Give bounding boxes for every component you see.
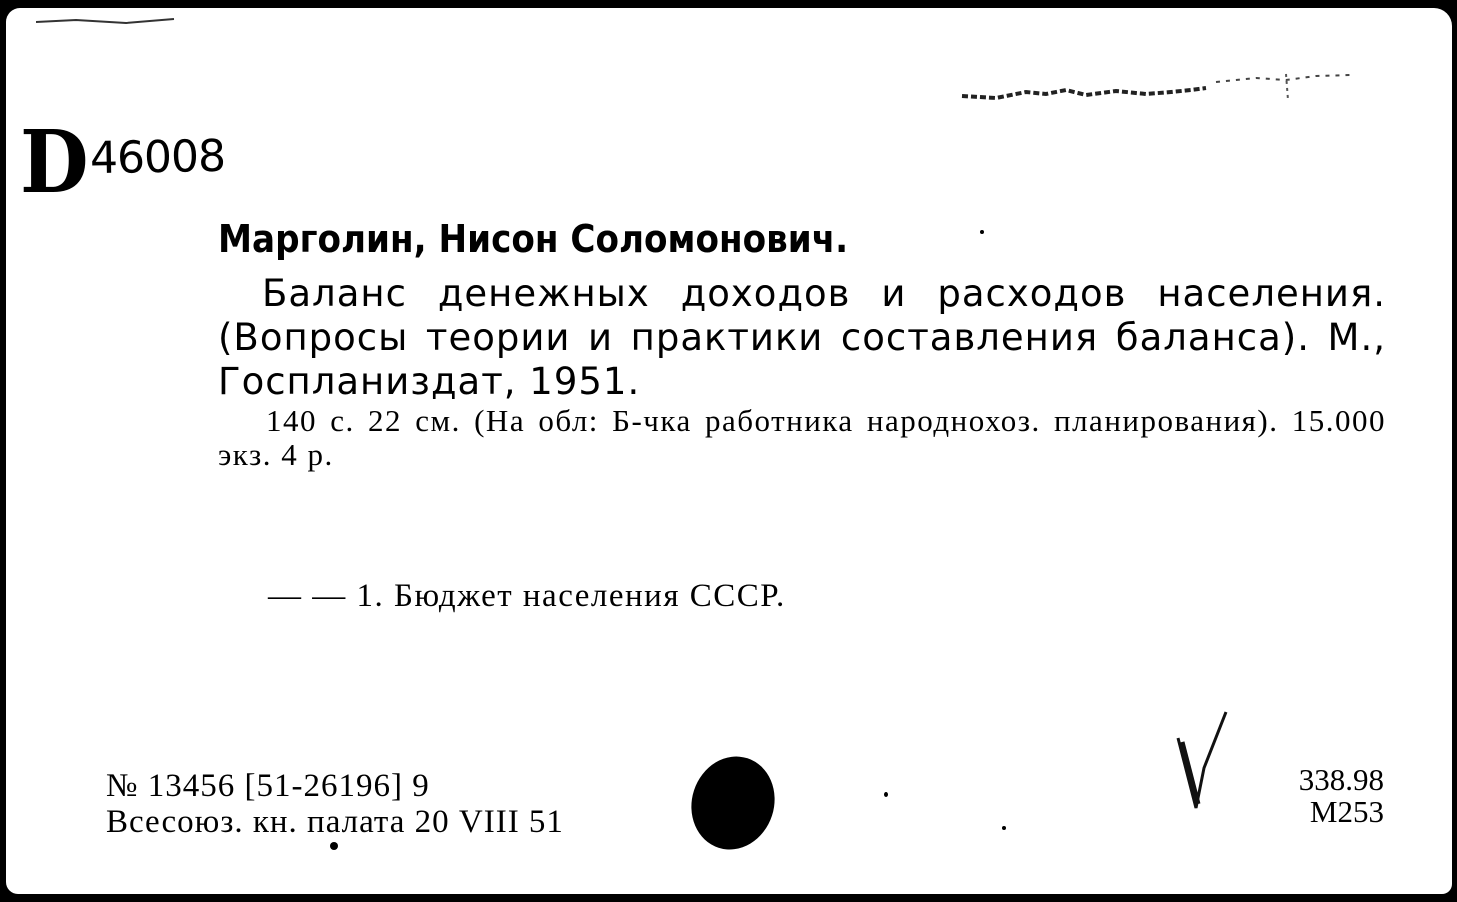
catalog-card: [6, 8, 1452, 894]
call-letter: D: [20, 112, 89, 213]
ink-speck: [884, 792, 888, 797]
top-edge-smudge: [36, 14, 176, 28]
call-number: 46008: [89, 130, 226, 185]
author-heading: Марголин, Нисон Соломонович.: [218, 217, 849, 261]
physical-description: 140 с. 22 см. (На обл: Б-чка работника народнохоз. планирования). 15.000 экз. 4 р.: [218, 403, 1386, 472]
registration-info: [106, 768, 564, 840]
class-number: 338.98: [1298, 762, 1384, 797]
punched-hole: [679, 746, 786, 861]
ink-speck: [980, 230, 984, 234]
chamber-date: Всесоюз. кн. палата 20 VIII 51: [106, 804, 564, 840]
check-tick-mark: [1174, 708, 1234, 818]
ink-speck: [330, 842, 338, 850]
faded-stamp-scribble: [956, 70, 1356, 110]
classification-block: [1284, 764, 1384, 828]
registration-number: № 13456 [51-26196] 9: [106, 768, 430, 804]
subject-heading: — — 1. Бюджет населения СССР.: [268, 578, 786, 614]
author-mark: М253: [1309, 794, 1384, 829]
ink-speck: [1002, 826, 1006, 830]
title-imprint: Баланс денежных доходов и расходов населения. (Вопросы теории и практики составления баланса). М., Госпланиздат, 1951.: [218, 272, 1386, 403]
